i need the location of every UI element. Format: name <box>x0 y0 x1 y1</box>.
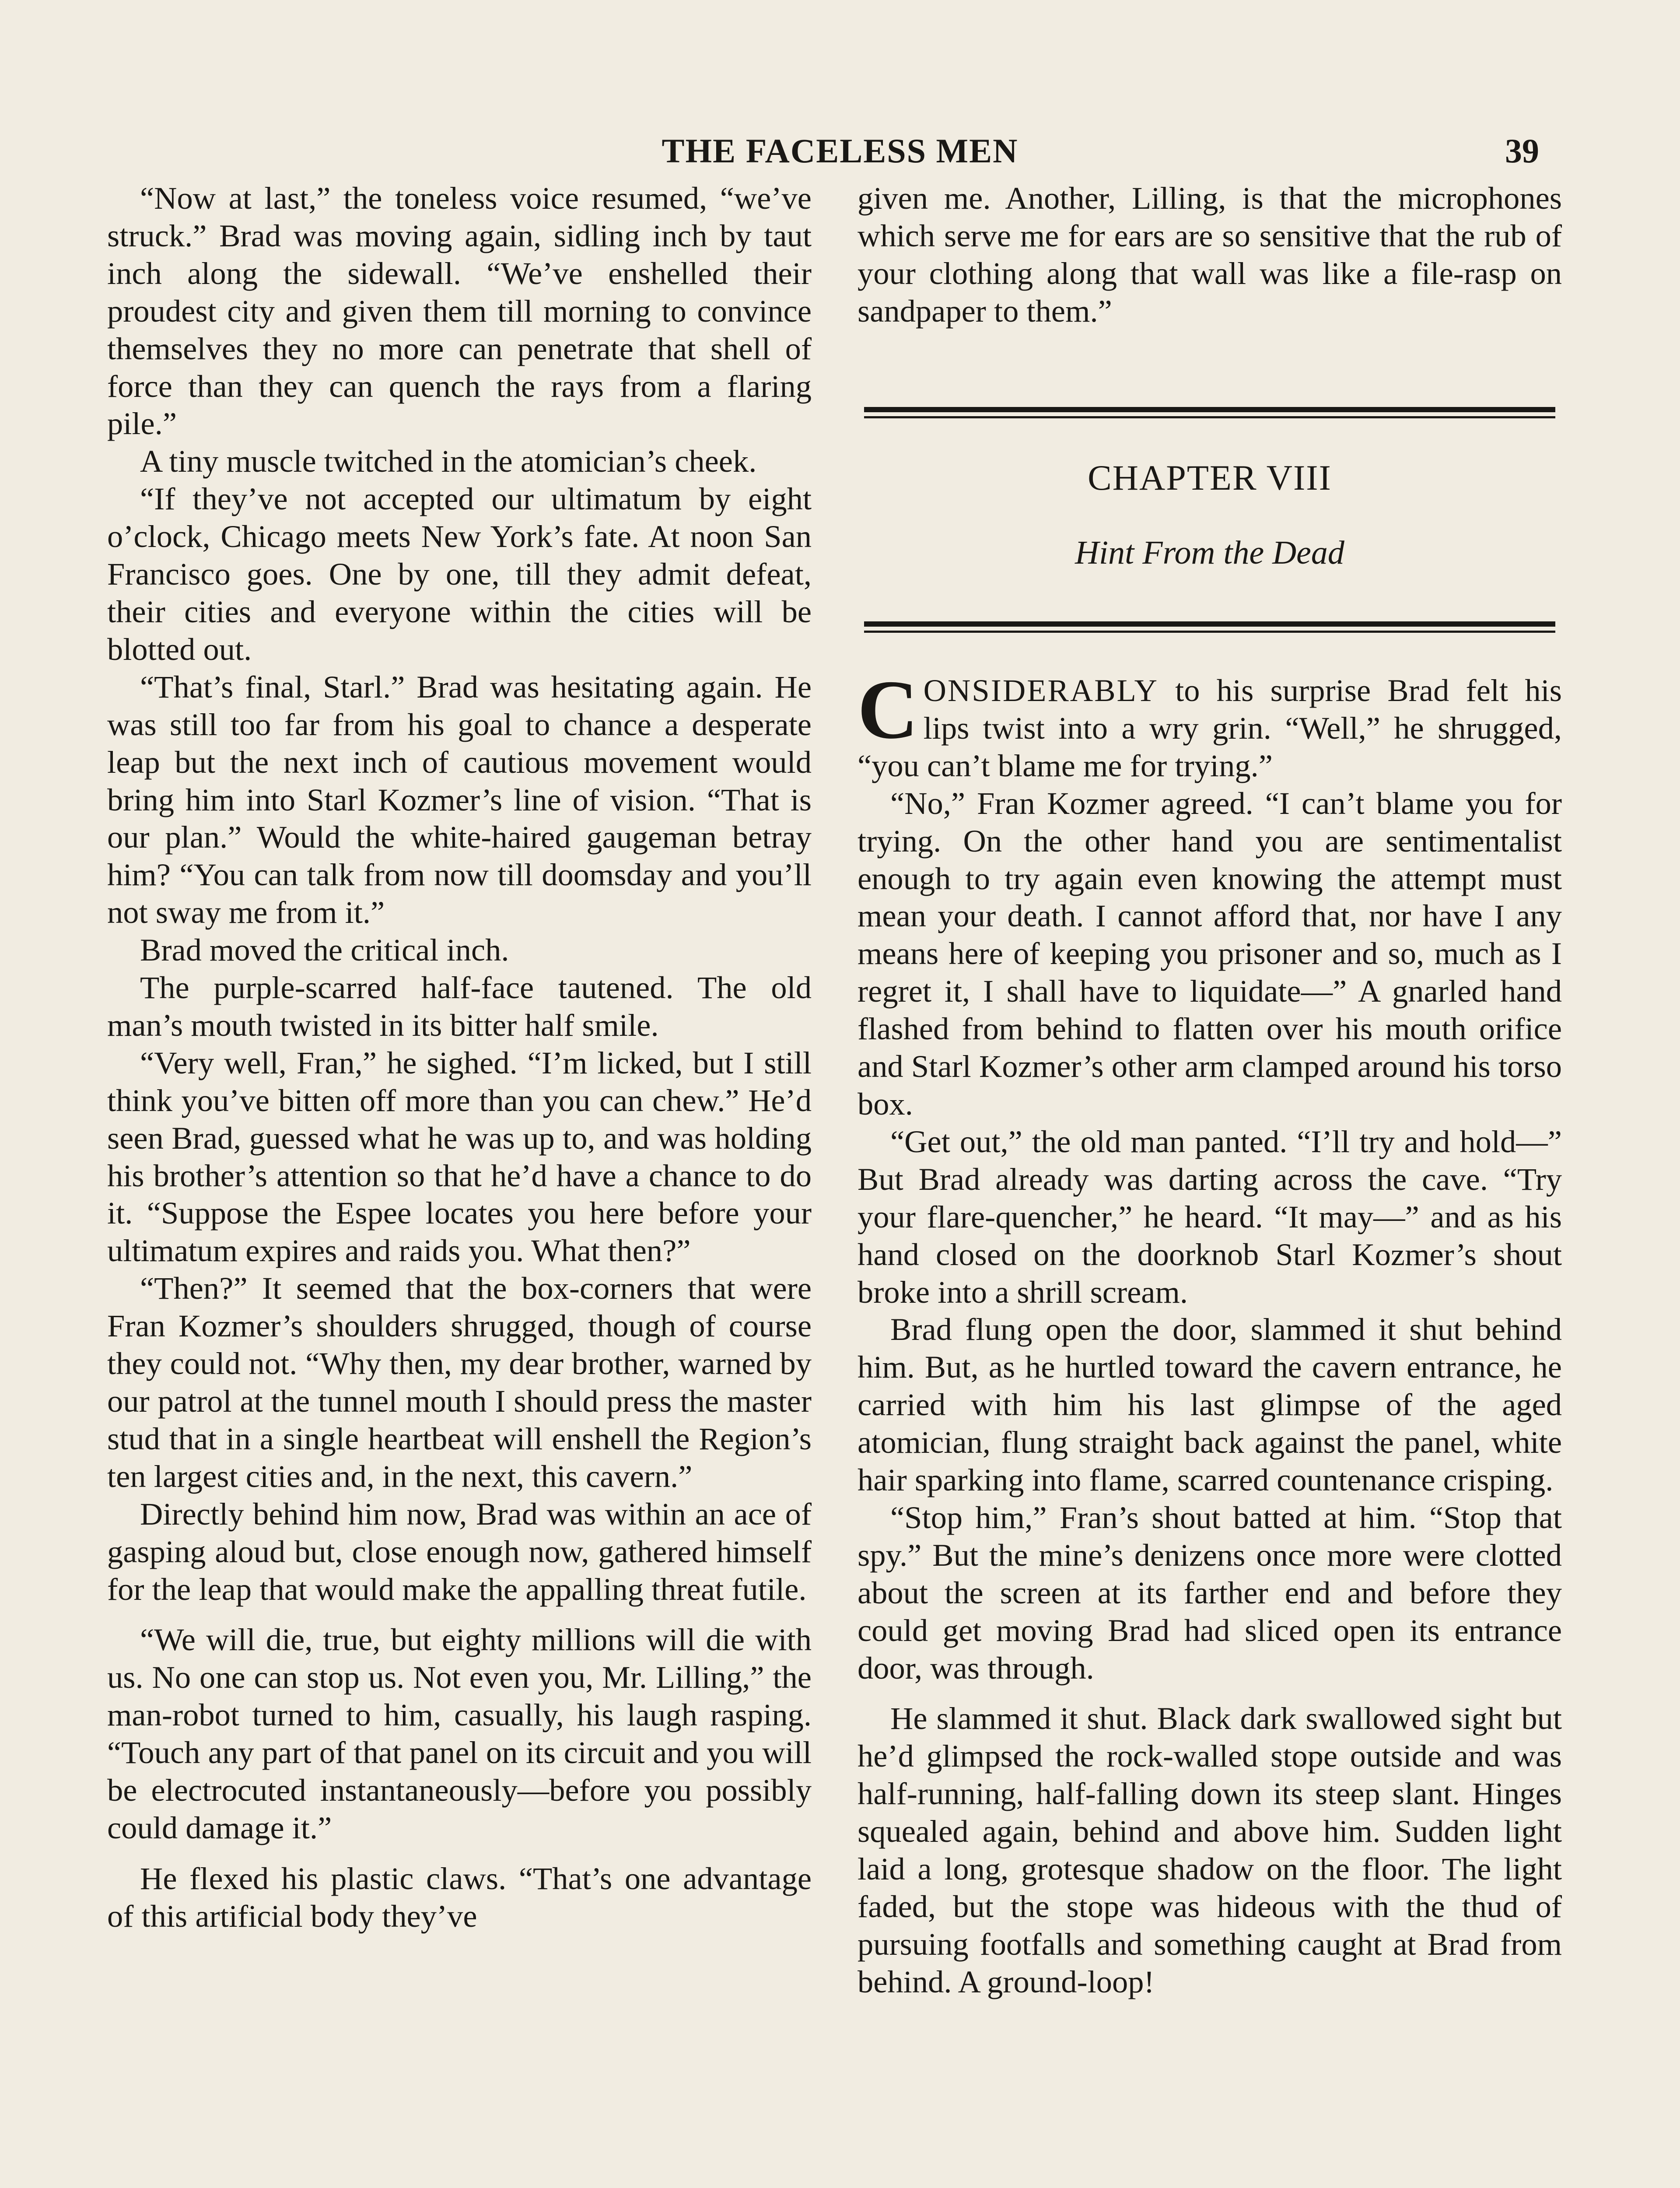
double-rule-divider <box>864 621 1555 633</box>
paragraph: The purple-scarred half-face tautened. The old man’s mouth twisted in its bitter half smile. <box>107 970 812 1043</box>
double-rule-divider <box>864 407 1555 418</box>
lead-in-caps: ONSIDERABLY <box>923 673 1158 708</box>
paragraph: Directly behind him now, Brad was within an ace of gasping aloud but, close enough now, gathered himself for the leap that would make the appalling threat futile. <box>107 1496 812 1607</box>
chapter-title: Hint From the Dead <box>1075 534 1344 571</box>
paragraph: given me. Another, Lilling, is that the microphones which serve me for ears are so sensitive that the rub of your clothing along that wall was like a file-rasp on sandpaper to them.” <box>858 180 1562 329</box>
paragraph: “If they’ve not accepted our ultimatum by eight o’clock, Chicago meets New York’s fate. At noon San Francisco goes. One by one, till they admit defeat, their cities and everyone within the cities will be blotted out. <box>107 481 812 667</box>
paragraph: “That’s final, Starl.” Brad was hesitating again. He was still too far from his goal to chance a desperate leap but the next inch of cautious movement would bring him into Starl Kozmer’s line of vision. “That is our plan.” Would the white-haired gaugeman betray him? “You can talk from now till doomsday and you’ll not sway me from it.” <box>107 669 812 930</box>
paragraph: Brad moved the critical inch. <box>140 932 509 968</box>
paragraph: “Very well, Fran,” he sighed. “I’m licked, but I still think you’ve bitten off more than you can chew.” He’d seen Brad, guessed what he was up to, and was holding his brother’s attention so that he’d have a chance to do it. “Suppose the Espee locates you here before your ultimatum expires and raids you. What then?” <box>107 1045 812 1269</box>
paragraph: He slammed it shut. Black dark swallowed sight but he’d glimpsed the rock-walled stope outside and was half-running, half-falling down its steep slant. Hinges squealed again, behind and above him. Sudden light laid a long, grotesque shadow on the floor. The light faded, but the stope was hideous with the thud of pursuing footfalls and something caught at Brad from behind. A ground-loop! <box>858 1701 1562 1999</box>
paragraph: “Then?” It seemed that the box-corners that were Fran Kozmer’s shoulders shrugged, though of course they could not. “Why then, my dear brother, warned by our patrol at the tunnel mouth I should press the master stud that in a single heartbeat will enshell the Region’s ten largest cities and, in the next, this cavern.” <box>107 1270 812 1494</box>
paragraph: “We will die, true, but eighty millions will die with us. No one can stop us. Not even you, Mr. Lilling,” the man-robot turned to him, casually, his laugh rasping. “Touch any part of that panel on its circuit and you will be electrocuted instantaneously—before you possibly could damage it.” <box>107 1622 812 1845</box>
paragraph: A tiny muscle twitched in the atomician’s cheek. <box>140 443 757 479</box>
paragraph: Brad flung open the door, slammed it shut behind him. But, as he hurtled toward the cavern entrance, he carried with him his last glimpse of the aged atomician, flung straight back against the panel, white hair sparking into flame, scarred countenance crisping. <box>858 1311 1562 1498</box>
chapter-body <box>858 663 1562 2001</box>
lead-in-text: to his surprise Brad felt his lips twist into a wry grin. “Well,” he shrugged, “you can’t blame me for trying.” <box>858 673 1562 783</box>
paragraph: “Get out,” the old man panted. “I’ll try and hold—” But Brad already was darting across the cave. “Try your flare-quencher,” he heard. “It may—” and as his hand closed on the doorknob Starl Kozmer’s shout broke into a shrill scream. <box>858 1123 1562 1310</box>
chapter-heading <box>858 407 1562 661</box>
chapter-number: CHAPTER VIII <box>1088 458 1332 498</box>
paragraph: “Stop him,” Fran’s shout batted at him. “Stop that spy.” But the mine’s denizens once more were clotted about the screen at its farther end and before they could get moving Brad had sliced open its entrance door, was through. <box>858 1499 1562 1686</box>
page-number: 39 <box>1505 132 1539 170</box>
left-text-column <box>107 179 812 1935</box>
paragraph: “No,” Fran Kozmer agreed. “I can’t blame you for trying. On the other hand you are sentimentalist enough to try again even knowing the attempt must mean your death. I cannot afford that, nor have I any means here of keeping you prisoner and so, much as I regret it, I shall have to liquidate—” A gnarled hand flashed from behind to flatten over his mouth orifice and Starl Kozmer’s other arm clamped around his torso box. <box>858 785 1562 1122</box>
paragraph: “Now at last,” the toneless voice resumed, “we’ve struck.” Brad was moving again, sidling inch by taut inch along the sidewall. “We’ve enshelled their proudest city and given them till morning to convince themselves they no more can penetrate that shell of force than they can quench the rays from a flaring pile.” <box>107 180 812 442</box>
drop-cap: C <box>858 663 918 756</box>
chapter-opening-paragraph <box>858 663 1562 785</box>
paragraph: He flexed his plastic claws. “That’s one advantage of this artificial body they’ve <box>107 1860 812 1934</box>
right-column-continuation <box>858 179 1562 330</box>
running-header <box>0 131 1680 171</box>
running-title: THE FACELESS MEN <box>662 132 1018 170</box>
